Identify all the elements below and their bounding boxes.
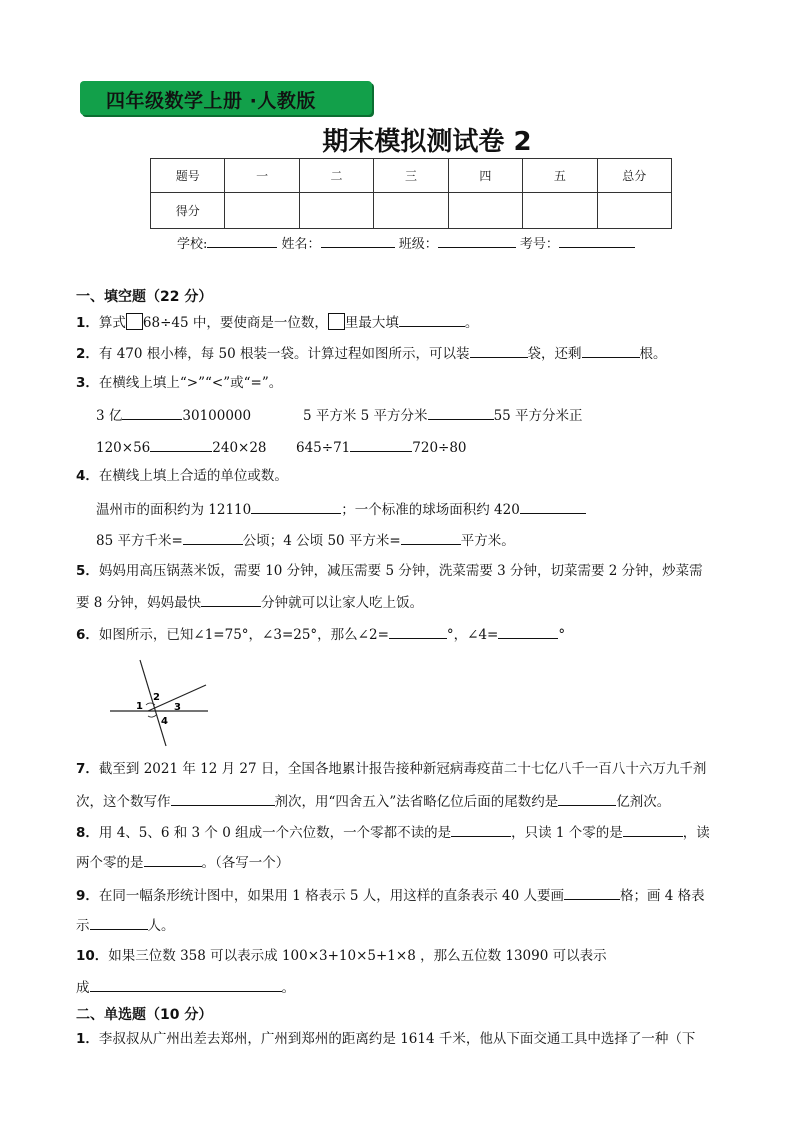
answer-blank[interactable] xyxy=(428,405,494,420)
cell-total: 总分 xyxy=(597,159,671,193)
answer-blank[interactable] xyxy=(90,977,282,992)
q5-line1: 5．妈妈用高压锅蒸米饭，需要 10 分钟，减压需要 5 分钟，洗菜需要 3 分钟，切菜需要 2 分钟，炒菜需 xyxy=(76,563,703,579)
answer-blank[interactable] xyxy=(350,437,412,452)
answer-blank[interactable] xyxy=(498,624,558,639)
cell-4: 四 xyxy=(448,159,522,193)
score-value-row xyxy=(151,193,672,229)
class-blank[interactable] xyxy=(438,235,516,248)
angle-figure xyxy=(108,652,212,748)
q8-line1: 8．用 4、5、6 和 3 个 0 组成一个六位数，一个零都不读的是 ，只读 1 个零的是 ，读 xyxy=(76,822,710,842)
score-header-row xyxy=(151,159,672,193)
answer-blank[interactable] xyxy=(90,915,148,930)
angle-label-3: 3 xyxy=(174,702,181,713)
q3: 3．在横线上填上“>”“<”或“=”。 xyxy=(76,375,283,391)
answer-blank[interactable] xyxy=(144,852,202,867)
q10-line2: 成 。 xyxy=(76,977,295,997)
q4-line1: 温州市的面积约为 12110 ；一个标准的球场面积约 420 xyxy=(96,499,586,519)
answer-blank[interactable] xyxy=(564,885,620,900)
score-label: 得分 xyxy=(151,193,225,229)
cell-2: 二 xyxy=(299,159,373,193)
q9-line2: 示 人。 xyxy=(76,915,175,935)
angle-label-1: 1 xyxy=(136,701,143,712)
angle-label-2: 2 xyxy=(153,692,160,703)
q4: 4．在横线上填上合适的单位或数。 xyxy=(76,468,288,484)
score-input-1[interactable] xyxy=(225,193,299,229)
q5-line2: 要 8 分钟，妈妈最快 分钟就可以让家人吃上饭。 xyxy=(76,592,423,612)
answer-blank[interactable] xyxy=(183,530,243,545)
answer-blank[interactable] xyxy=(558,791,616,806)
answer-blank[interactable] xyxy=(451,822,511,837)
s2-q1: 1．李叔叔从广州出差去郑州，广州到郑州的距离约是 1614 千米，他从下面交通工具中选择了一种（下 xyxy=(76,1031,696,1047)
q4-line2: 85 平方千米= 公顷；4 公顷 50 平方米= 平方米。 xyxy=(96,530,515,550)
section2-title: 二、单选题（10 分） xyxy=(76,1007,213,1023)
grade-banner xyxy=(80,81,372,115)
exam-no-blank[interactable] xyxy=(559,235,635,248)
answer-blank[interactable] xyxy=(520,499,586,514)
answer-blank[interactable] xyxy=(389,624,447,639)
school-blank[interactable] xyxy=(207,235,277,248)
answer-blank[interactable] xyxy=(251,499,341,514)
blank-box[interactable] xyxy=(126,313,143,330)
score-input-total[interactable] xyxy=(597,193,671,229)
q3-row1-right: 5 平方米 5 平方分米 55 平方分米正 xyxy=(303,405,583,425)
q7-line1: 7．截至到 2021 年 12 月 27 日，全国各地累计报告接种新冠病毒疫苗二十七亿八千一百八十六万九千剂 xyxy=(76,761,707,777)
name-blank[interactable] xyxy=(321,235,395,248)
score-input-3[interactable] xyxy=(374,193,448,229)
score-input-4[interactable] xyxy=(448,193,522,229)
answer-blank[interactable] xyxy=(399,312,465,327)
q2: 2．有 470 根小棒，每 50 根装一袋。计算过程如图所示，可以装 袋，还剩 根。 xyxy=(76,343,667,363)
answer-blank[interactable] xyxy=(401,530,461,545)
q3-row1: 3 亿 30100000 xyxy=(96,405,251,425)
angle-label-4: 4 xyxy=(161,716,168,727)
cell-3: 三 xyxy=(374,159,448,193)
q3-row2: 120×56 240×28 xyxy=(96,437,267,457)
answer-blank[interactable] xyxy=(582,343,640,358)
student-info: 学校: 姓名： 班级： 考号： xyxy=(177,233,635,252)
q6: 6．如图所示，已知∠1=75°，∠3=25°，那么∠2= °，∠4= ° xyxy=(76,624,565,644)
cell-1: 一 xyxy=(225,159,299,193)
score-input-5[interactable] xyxy=(523,193,597,229)
banner-text: 四年级数学上册 ·人教版 xyxy=(106,90,316,112)
cell-5: 五 xyxy=(523,159,597,193)
answer-blank[interactable] xyxy=(201,592,261,607)
answer-blank[interactable] xyxy=(623,822,683,837)
q1: 1．算式 68÷45 中，要使商是一位数， 里最大填 。 xyxy=(76,312,478,332)
answer-blank[interactable] xyxy=(171,791,275,806)
q3-row2-right: 645÷71 720÷80 xyxy=(296,437,467,457)
section1-title: 一、填空题（22 分） xyxy=(76,289,213,305)
cell-label: 题号 xyxy=(151,159,225,193)
blank-box[interactable] xyxy=(328,313,345,330)
q7-line2: 次，这个数写作 剂次，用“四舍五入”法省略亿位后面的尾数约是 亿剂次。 xyxy=(76,791,670,811)
q10-line1: 10．如果三位数 358 可以表示成 100×3+10×5+1×8 ，那么五位数 13090 可以表示 xyxy=(76,948,607,964)
answer-blank[interactable] xyxy=(122,405,182,420)
score-table xyxy=(150,158,672,229)
answer-blank[interactable] xyxy=(470,343,528,358)
q9-line1: 9．在同一幅条形统计图中，如果用 1 格表示 5 人，用这样的直条表示 40 人要画 格；画 4 格表 xyxy=(76,885,705,905)
answer-blank[interactable] xyxy=(150,437,212,452)
score-input-2[interactable] xyxy=(299,193,373,229)
page-title: 期末模拟测试卷 2 xyxy=(322,127,532,157)
q8-line2: 两个零的是 。（各写一个） xyxy=(76,852,289,872)
